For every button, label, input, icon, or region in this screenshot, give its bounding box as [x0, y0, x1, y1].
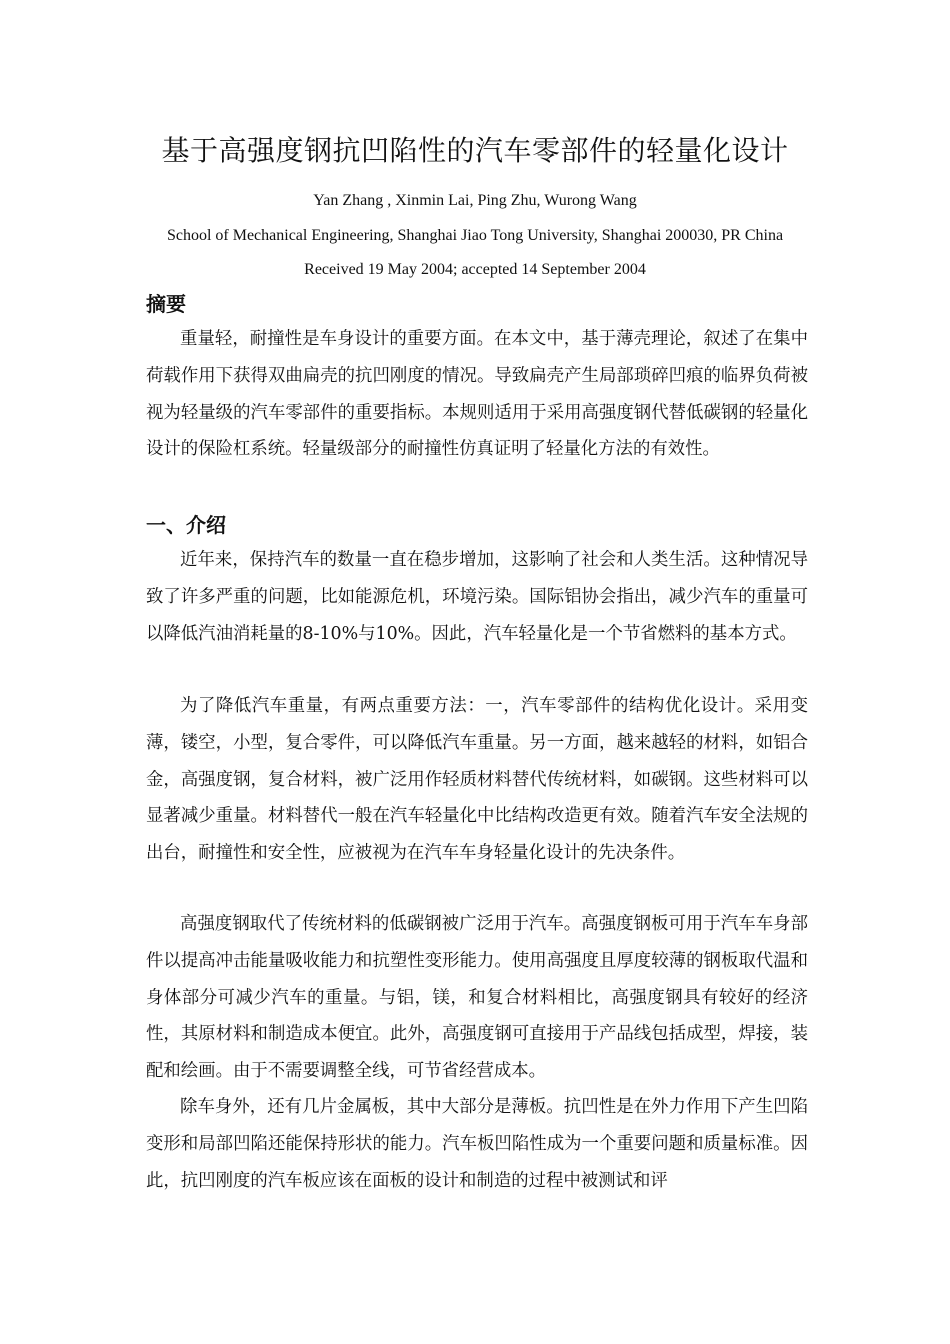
body-paragraph: 近年来，保持汽车的数量一直在稳步增加，这影响了社会和人类生活。这种情况导致了许多严重的问题，比如能源危机，环境污染。国际铝协会指出，减少汽车的重量可以降低汽油消耗量的8-10%与10%。因此，汽车轻量化是一个节省燃料的基本方式。: [146, 550, 808, 644]
affiliation: School of Mechanical Engineering, Shanghai Jiao Tong University, Shanghai 200030, PR China: [166, 227, 784, 244]
body-paragraph: 除车身外，还有几片金属板，其中大部分是薄板。抗凹性是在外力作用下产生凹陷变形和局部凹陷还能保持形状的能力。汽车板凹陷性成为一个重要问题和质量标准。因此，抗凹刚度的汽车板应该在面板的设计和制造的过程中被测试和评: [146, 1097, 808, 1191]
author-list: Yan Zhang , Xinmin Lai, Ping Zhu, Wurong Wang: [313, 192, 637, 209]
body-paragraph: 高强度钢取代了传统材料的低碳钢被广泛用于汽车。高强度钢板可用于汽车车身部件以提高冲击能量吸收能力和抗塑性变形能力。使用高强度且厚度较薄的钢板取代温和身体部分可减少汽车的重量。与铝，镁，和复合材料相比，高强度钢具有较好的经济性，其原材料和制造成本便宜。此外，高强度钢可直接用于产品线包括成型，焊接，装配和绘画。由于不需要调整全线，可节省经营成本。: [146, 914, 808, 1082]
abstract-heading: 摘要: [146, 292, 186, 316]
paper-title: 基于高强度钢抗凹陷性的汽车零部件的轻量化设计: [161, 134, 789, 167]
received-dates: Received 19 May 2004; accepted 14 September 2004: [304, 261, 646, 278]
section-heading-introduction: 一、介绍: [146, 513, 226, 537]
abstract-text: 重量轻，耐撞性是车身设计的重要方面。在本文中，基于薄壳理论，叙述了在集中荷载作用下获得双曲扁壳的抗凹刚度的情况。导致扁壳产生局部琐碎凹痕的临界负荷被视为轻量级的汽车零部件的重要指标。本规则适用于采用高强度钢代替低碳钢的轻量化设计的保险杠系统。轻量级部分的耐撞性仿真证明了轻量化方法的有效性。: [146, 329, 808, 460]
body-paragraph: 为了降低汽车重量，有两点重要方法：一，汽车零部件的结构优化设计。采用变薄，镂空，小型，复合零件，可以降低汽车重量。另一方面，越来越轻的材料，如铝合金，高强度钢，复合材料，被广泛用作轻质材料替代传统材料，如碳钢。这些材料可以显著减少重量。材料替代一般在汽车轻量化中比结构改造更有效。随着汽车安全法规的出台，耐撞性和安全性，应被视为在汽车车身轻量化设计的先决条件。: [146, 696, 808, 864]
